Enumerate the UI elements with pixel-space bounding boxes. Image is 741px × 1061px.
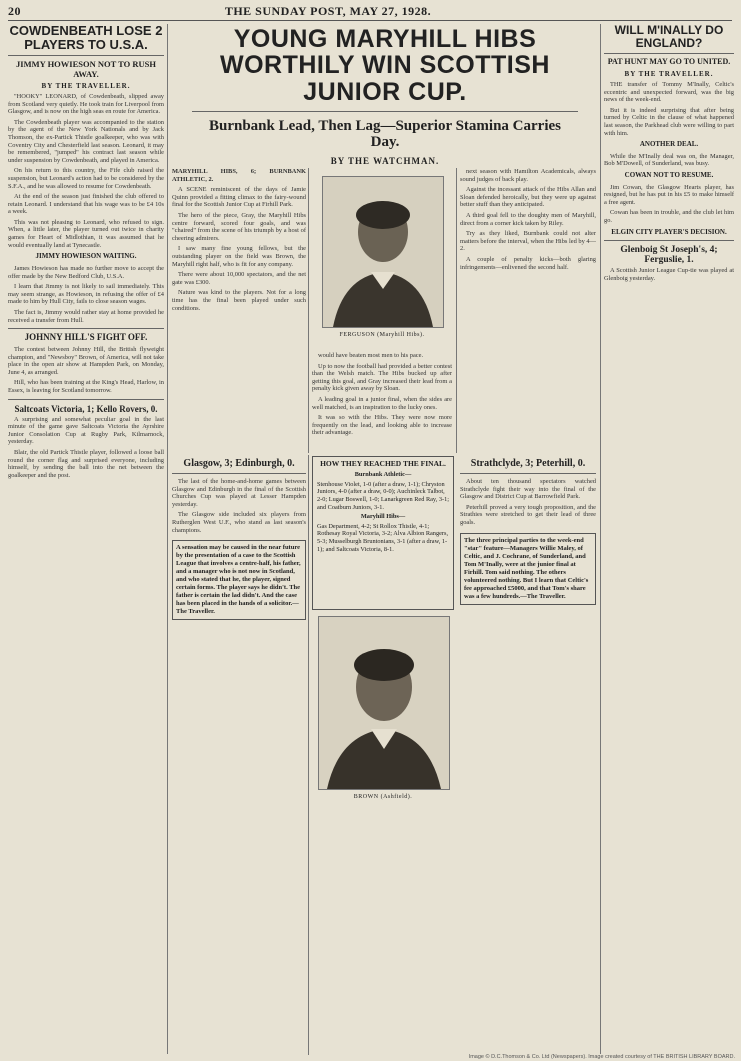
paragraph: I learn that Jimmy is not likely to sail immediately. This may seem strange, as Howieson, in refusing the offer of £4 made to him by Hull City, fails to close season wages. bbox=[8, 283, 164, 306]
right-column bbox=[604, 24, 734, 1054]
photo-caption: BROWN (Ashfield). bbox=[353, 794, 413, 800]
box-title: HOW THEY REACHED THE FINAL. bbox=[320, 459, 446, 468]
main-byline: BY THE WATCHMAN. bbox=[330, 155, 440, 166]
main-column-a bbox=[172, 168, 306, 440]
right-score-headline: Glenboig St Joseph's, 4; Ferguslie, 1. bbox=[620, 245, 718, 266]
paragraph: It was so with the Hibs. They were now more frequently on the lead, and looking able to increase their advantage. bbox=[312, 414, 452, 437]
paragraph: "HOOKY" LEONARD, of Cowdenbeath, slipped away from Scotland very quietly. He took train for Liverpool from Glasgow, and is now on the high seas en route for America. bbox=[8, 92, 164, 116]
paragraph: Nature was kind to the players. Not for a long time has the final been played under such conditions. bbox=[172, 289, 306, 312]
left-headline: COWDENBEATH LOSE 2 PLAYERS TO U.S.A. bbox=[9, 24, 163, 52]
main-subhead: Burnbank Lead, Then Lag—Superior Stamina Carries Day. bbox=[208, 117, 561, 151]
paragraph: A Scottish Junior League Cup-tie was played at Glenboig yesterday. bbox=[604, 267, 734, 282]
right-section-head: COWAN NOT TO RESUME. bbox=[624, 171, 714, 180]
right-headline: WILL M'INALLY DO ENGLAND? bbox=[614, 24, 724, 50]
glasgow-edinburgh-article bbox=[172, 456, 306, 1056]
paragraph: Try as they liked, Burnbank could not alter matters before the interval, when the Hibs led by 4—2. bbox=[460, 230, 596, 253]
left-column bbox=[8, 24, 164, 1054]
paragraph: Blair, the old Partick Thistle player, followed a loose ball round the corner flag and surprised everyone, including himself, by sending the ball into the net between the goalkeeper and the post. bbox=[8, 448, 164, 479]
newspaper-title: THE SUNDAY POST, MAY 27, 1928. bbox=[224, 4, 432, 18]
transfer-box: The three principal parties to the week-end "star" feature—Managers Willie Maley, of Celtic, and J. Cochrane, of Sunderland, and Tom M'Inally, were at the junior final at Firhill. Tom said nothing. The others volunteered nothing. But I learn that Celtic's fee approached £5000, and that Tom's share was a few hundreds.—The Traveller. bbox=[460, 533, 596, 605]
brown-photo bbox=[318, 616, 450, 790]
paragraph: Hill, who has been training at the King's Head, Harlow, in Essex, is leaving for Scotland tomorrow. bbox=[8, 379, 164, 394]
box-line: Gas Department, 4-2; St Rollox Thistle, 4-1; Rothesay Royal Victoria, 3-2; Alva Albion Rangers, 5-3; Musselburgh Bruntonians, 3-1 (after a draw, 1-1); and Saltcoats Victoria, 8-1. bbox=[317, 522, 449, 553]
paragraph: A SCENE reminiscent of the days of Jamie Quinn provided a fitting climax to the fairy-wound final for the Scottish Junior Cup at Firhill Park. bbox=[172, 186, 306, 209]
paragraph: The Cowdenbeath player was accompanied to the station by the agent of the New York Nationals and by Jack Thomson, the ex-Partick Thistle goalkeeper, who was with Coventry City and Chesterfield last season. Leonard, it may be remembered, "jumped" his contract last season while under suspension by Cowdenbeath, and played in America. bbox=[8, 118, 164, 164]
column-rule bbox=[167, 24, 168, 1054]
player-portrait-image bbox=[323, 177, 443, 327]
photo-caption: FERGUSON (Maryhill Hibs). bbox=[339, 332, 425, 338]
paragraph: A couple of penalty kicks—both glaring infringements—enlivened the second half. bbox=[460, 255, 596, 271]
paragraph: A leading goal in a junior final, when the sides are well matched, is an inspiration to the lucky ones. bbox=[312, 395, 452, 411]
paragraph: Peterhill proved a very tough proposition, and the Strathies were stretched to get their lead of three goals. bbox=[460, 503, 596, 526]
paragraph: But it is indeed surprising that after being turned by Celtic in the clause of what happened last season, the Parkhead club were willing to part with him. bbox=[604, 106, 734, 137]
paragraph: A third goal fell to the doughty men of Maryhill, direct from a corner kick taken by Riley. bbox=[460, 211, 596, 227]
paragraph: About ten thousand spectators watched Strathclyde fight their way into the final of the Glasgow and District Cup at Barrowfield Park. bbox=[460, 478, 596, 501]
column-rule bbox=[308, 168, 309, 453]
paragraph: would have beaten most men to his pace. bbox=[318, 352, 424, 359]
image-credit: Image © D.C.Thomson & Co. Ltd (Newspapers). Image created courtesy of THE BRITISH LIBRARY BOARD. bbox=[468, 1054, 735, 1060]
column-rule bbox=[456, 168, 457, 453]
paragraph: THE transfer of Tommy M'Inally, Celtic's eccentric and unexpected forward, was the big news of the week-end. bbox=[604, 80, 734, 104]
page-number: 20 bbox=[8, 4, 21, 18]
left-subhead: JIMMY HOWIESON NOT TO RUSH AWAY. bbox=[16, 59, 156, 79]
strathclyde-article bbox=[460, 456, 596, 1056]
glasgow-headline: Glasgow, 3; Edinburgh, 0. bbox=[183, 458, 295, 469]
paragraph: Against the incessant attack of the Hibs Allan and Sloan defended heroically, but they were up against better stuff than they anticipated. bbox=[460, 186, 596, 209]
sensation-box: A sensation may be caused in the near future by the presentation of a case to the Scottish League that involves a centre-half, his father, and a manager who is not now in Scotland, and who stated that he, the player, signed certain forms. The player says he didn't. The father is certain the lad didn't. And the case has been placed in the hands of a solicitor.—The Traveller. bbox=[172, 540, 306, 620]
main-header bbox=[172, 24, 598, 174]
paragraph: Cowan has been in trouble, and the club let him go. bbox=[604, 209, 734, 225]
box-line: Stenhouse Violet, 1-0 (after a draw, 1-1); Chryston Juniors, 4-0 (after a draw, 0-0); Auchinleck Talbot, 2-0; Lugar Boswell, 1-0; Lanarkgreen Red Ray, 3-1; and Coatburn Juniors, 3-1. bbox=[317, 480, 449, 511]
box-line: Maryhill Hibs— bbox=[360, 513, 406, 521]
paragraph: A surprising and somewhat peculiar goal in the last minute of the game gave Saltcoats Victoria the Ayrshire Junior Consolation Cup at Rugby Park, Kilmarnock, yesterday. bbox=[8, 415, 164, 446]
paragraph: Up to now the football had provided a better contest than the Welsh match. The Hibs bucked up after getting this goal, and Gray increased their lead from a penalty kick given away by Sloan. bbox=[312, 362, 452, 393]
paragraph: The Glasgow side included six players from Rutherglen West U.F., who stand as last season's champions. bbox=[172, 511, 306, 534]
paragraph: There were about 10,000 spectators, and the net gate was £300. bbox=[172, 271, 306, 286]
right-byline: BY THE TRAVELLER. bbox=[624, 69, 714, 78]
score-line: MARYHILL HIBS, 6; BURNBANK ATHLETIC, 2. bbox=[172, 168, 306, 183]
masthead bbox=[8, 4, 732, 18]
right-section-head: ANOTHER DEAL. bbox=[639, 140, 699, 149]
paragraph: At the end of the season just finished the club offered to retain Leonard. I understand that his wage was to be £4 10s a week. bbox=[8, 193, 164, 216]
masthead-rule bbox=[8, 20, 732, 21]
right-subhead: PAT HUNT MAY GO TO UNITED. bbox=[607, 57, 731, 67]
main-headline: YOUNG MARYHILL HIBS WORTHILY WIN SCOTTISH JUNIOR CUP. bbox=[220, 25, 550, 106]
column-rule bbox=[600, 24, 601, 1054]
paragraph: The fact is, Jimmy would rather stay at home provided he received a transfer from Hull. bbox=[8, 308, 164, 324]
left-section-head: JIMMY HOWIESON WAITING. bbox=[35, 252, 137, 261]
left-score-headline: Saltcoats Victoria, 1; Kello Rovers, 0. bbox=[14, 403, 158, 414]
right-section-head: ELGIN CITY PLAYER'S DECISION. bbox=[611, 227, 727, 236]
how-they-reached-final-box bbox=[312, 456, 454, 610]
paragraph: The contest between Johnny Hill, the British flyweight champion, and "Newsboy" Brown, of America, will not take place in the open air show at Hampden Park, on Monday, June 4, as arranged. bbox=[8, 345, 164, 376]
paragraph: Jim Cowan, the Glasgow Hearts player, has resigned, but he has put in his £5 to make himself a free agent. bbox=[604, 183, 734, 206]
strathclyde-headline: Strathclyde, 3; Peterhill, 0. bbox=[470, 458, 586, 469]
left-section-head: JOHNNY HILL'S FIGHT OFF. bbox=[24, 332, 148, 343]
main-column-c bbox=[460, 168, 596, 453]
ferguson-photo bbox=[322, 176, 444, 328]
left-byline: BY THE TRAVELLER. bbox=[41, 81, 131, 90]
paragraph: This was not pleasing to Leonard, who refused to sign. When, a little later, the player turned out twice in charity games for Heart of Midlothian, it was assumed that he would eventually land at Tynecastle. bbox=[8, 218, 164, 249]
paragraph: On his return to this country, the Fife club raised the suspension, but Leonard's action had to be considered by the S.F.A., and he was allowed to resume for Cowdenbeath. bbox=[8, 167, 164, 190]
paragraph: While the M'Inally deal was on, the Manager, Bob M'Dowell, of Sunderland, was busy. bbox=[604, 152, 734, 168]
paragraph: next season with Hamilton Academicals, always sound judges of back play. bbox=[460, 168, 596, 183]
main-column-b bbox=[312, 352, 452, 452]
column-rule bbox=[308, 455, 309, 1055]
player-portrait-image bbox=[319, 617, 449, 789]
box-line: Burnbank Athletic— bbox=[354, 471, 412, 479]
paragraph: I saw many fine young fellows, but the outstanding player on the field was Brown, the Maryhill right half, who is fit for any company. bbox=[172, 245, 306, 268]
paragraph: James Howieson has made no further move to accept the offer made by the New Bedford Club, U.S.A. bbox=[8, 264, 164, 280]
paragraph: The hero of the piece, Gray, the Maryhill Hibs centre forward, scored four goals, and was "chaired" from the scene of his triumph by a host of cheering admirers. bbox=[172, 211, 306, 242]
paragraph: The last of the home-and-home games between Glasgow and Edinburgh in the final of the Scottish Churches Cup was played at Lesser Hampden yesterday. bbox=[172, 478, 306, 508]
